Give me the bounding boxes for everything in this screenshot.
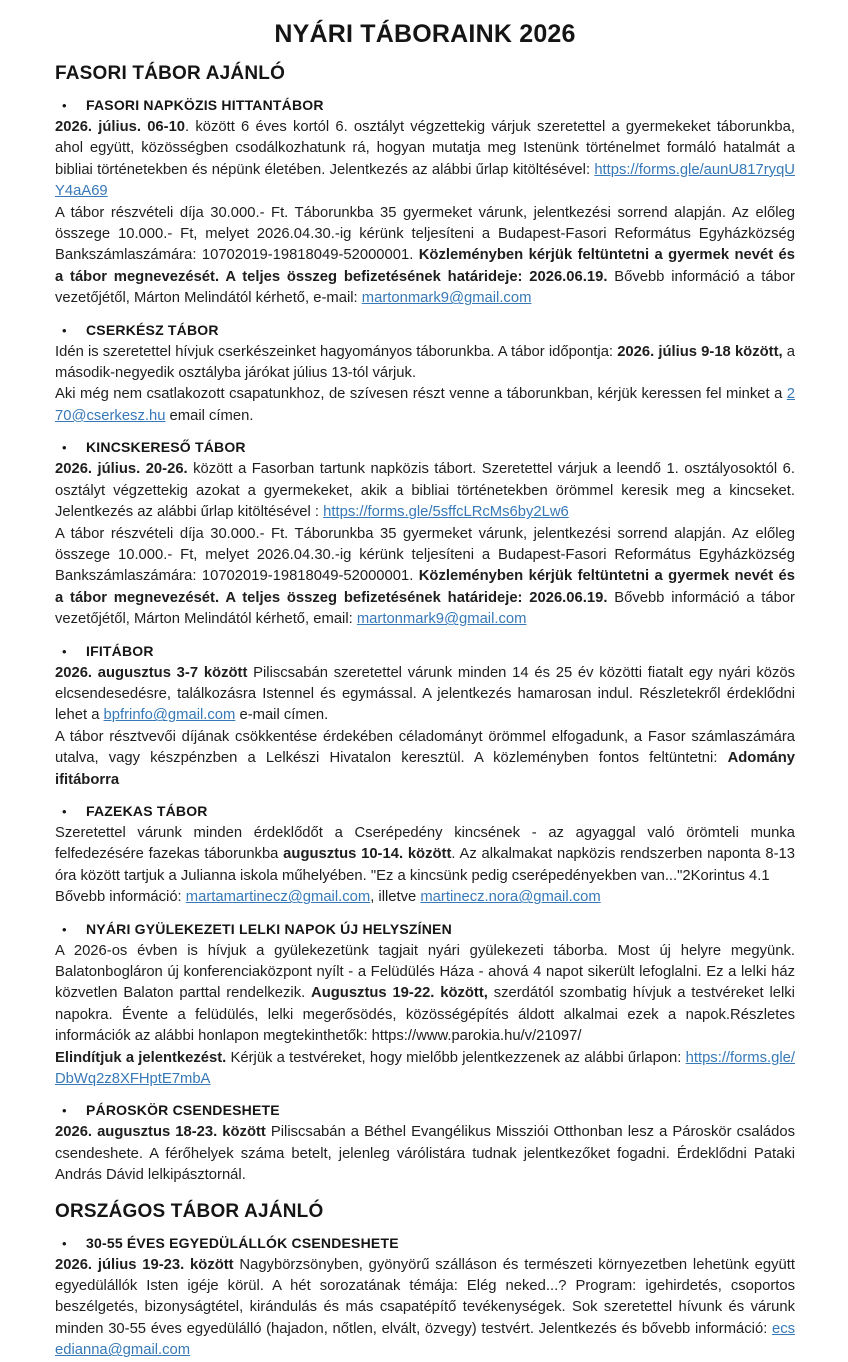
text-run: között a Fasorban tartunk napközis tábort. Szeretettel várjuk a leendő 1. osztályosoktól 6. osztályt végzettekig azokat a gyermekeket, akik a bibliai történetekben örömmel keresik meg a kincseket. Jelentkezés az alábbi űrlap kitöltésével : bbox=[55, 461, 795, 521]
item-heading-row bbox=[55, 1102, 795, 1118]
bullet-icon: • bbox=[62, 98, 67, 113]
item-heading-row bbox=[55, 643, 795, 659]
text-run: A 2026-os évben is hívjuk a gyülekezetünk tagjait nyári gyülekezeti táborba. Most új helyre megyünk. Balatonbogláron új konferenciaközpont nyílt - a Felüdülés Háza - ahová 4 napot sikerült lefoglalni. Ez a lelki ház közvetlen Balaton parttal rendelkezik. bbox=[55, 942, 795, 1002]
item-heading: CSERKÉSZ TÁBOR bbox=[86, 321, 219, 338]
item-heading-row bbox=[55, 803, 795, 819]
text-run: Nagybörzsönyben, gyönyörű szálláson és természeti környezetben lehetünk együtt egyedülállók Isten igéje körül. A hét sorozatának témája: Elég neked...? Program: igehirdetés, csoportos beszélgetés, bizonyságtétel, kirándulás és más csapatépítő tevékenységek. Sok szeretettel hívunk és várunk minden 30-55 éves egyedülálló (hajadon, nőtlen, elvált, özvegy) testvért. Jelentkezés és bővebb információ: bbox=[55, 1256, 795, 1337]
bold-text-run: 2026. augusztus 18-23. között bbox=[55, 1124, 266, 1141]
item-paragraphs bbox=[55, 1255, 795, 1362]
item-paragraphs bbox=[55, 117, 795, 310]
section bbox=[55, 1201, 795, 1362]
item-paragraphs bbox=[55, 342, 795, 428]
paragraph bbox=[55, 1255, 795, 1362]
hyperlink[interactable]: https://forms.gle/DbWq2z8XFHptE7mbA bbox=[55, 1049, 795, 1088]
camp-item bbox=[55, 643, 795, 791]
text-run: A tábor részvételi díja 30.000.- Ft. Táborunkba 35 gyermeket várunk, jelentkezési sorrend alapján. Az előleg összege 10.000.- Ft, melyet 2026.04.30.-ig kérünk teljesíteni a Budapest-Fasori Református Egyházközség Bankszámlaszámára: 10702019-19818049-52000001. bbox=[55, 525, 795, 585]
paragraph bbox=[55, 117, 795, 203]
bold-text-run: Augusztus 19-22. között, bbox=[311, 985, 488, 1002]
text-run: email címen. bbox=[165, 407, 254, 424]
text-run: A tábor részvételi díja 30.000.- Ft. Táborunkba 35 gyermeket várunk, jelentkezési sorrend alapján. Az előleg összege 10.000.- Ft, melyet 2026.04.30.-ig kérünk teljesíteni a Budapest-Fasori Református Egyházközség Bankszámlaszámára: 10702019-19818049-52000001. bbox=[55, 204, 795, 264]
item-heading-row bbox=[55, 439, 795, 455]
document-sections bbox=[55, 63, 795, 1362]
hyperlink[interactable]: https://forms.gle/5sffcLRcMs6by2Lw6 bbox=[323, 504, 569, 521]
item-heading-row bbox=[55, 322, 795, 338]
hyperlink[interactable]: https://forms.gle/aunU817ryqUY4aA69 bbox=[55, 161, 795, 200]
text-run: Bővebb információ a tábor vezetőjétől, Márton Melindától kérhető, e-mail: bbox=[55, 268, 795, 307]
text-run: Piliscsabán a Béthel Evangélikus Missziói Otthonban lesz a Pároskör családos csendeshete. A férőhelyek száma betelt, jelenleg várólistára tudnak jelentkezőket fogadni. Érdeklődni Pataki András Dávid lelkipásztornál. bbox=[55, 1124, 795, 1184]
item-heading-row bbox=[55, 97, 795, 113]
text-run: Bővebb információ: bbox=[55, 889, 186, 906]
bullet-icon: • bbox=[62, 1235, 67, 1251]
paragraph bbox=[55, 342, 795, 385]
camp-item bbox=[55, 921, 795, 1091]
item-heading: PÁROSKÖR CSENDESHETE bbox=[86, 1102, 280, 1119]
camp-item bbox=[55, 439, 795, 630]
camp-item bbox=[55, 803, 795, 909]
bold-text-run: Elindítjuk a jelentkezést. bbox=[55, 1049, 227, 1066]
hyperlink[interactable]: 270@cserkesz.hu bbox=[55, 386, 795, 424]
item-paragraphs bbox=[55, 823, 795, 909]
bullet-icon: • bbox=[62, 440, 67, 456]
camp-item bbox=[55, 1102, 795, 1186]
text-run: a második-negyedik osztályba járókat július 13-tól várjuk. bbox=[55, 343, 796, 382]
text-run: Szeretettel várunk minden érdeklődőt a Cserépedény kincsének - az agyaggal való örömteli munka felfedezésére fazekas táborunkba bbox=[55, 824, 795, 863]
item-heading: FASORI NAPKÖZIS HITTANTÁBOR bbox=[86, 97, 324, 113]
text-run: Piliscsabán szeretettel várunk minden 14 és 25 év közötti fiatalt egy nyári közös elcsendesedésre, találkozásra Istennel és egymással. A jelentkezés hamarosan indul. Részletekről érdeklődni lehet a bbox=[55, 664, 795, 724]
text-run: . között 6 éves kortól 6. osztályt végzettekig várjuk szeretettel a gyermekeket táborunkba, ahol együtt, közösségben csodálkozhatunk rá, hogyan mutatja meg Istenünk történelmet formáló hatalmát a bibliai történetekben és népünk életében. Jelentkezés az alábbi űrlap kitöltésével: bbox=[55, 119, 795, 178]
hyperlink[interactable]: ecsedianna@gmail.com bbox=[55, 1320, 795, 1359]
bold-text-run: 2026. július 9-18 között, bbox=[617, 343, 783, 360]
bold-text-run: Közleményben kérjük feltüntetni a gyermek nevét és a tábor megnevezését. A teljes összeg befizetésének határideje: 2026.06.19. bbox=[55, 247, 795, 285]
bold-text-run: Adomány ifitáborra bbox=[55, 750, 795, 788]
bullet-icon: • bbox=[62, 643, 67, 659]
item-heading: NYÁRI GYÜLEKEZETI LELKI NAPOK ÚJ HELYSZÍNEN bbox=[86, 920, 452, 937]
bullet-icon: • bbox=[62, 322, 67, 338]
paragraph bbox=[55, 203, 795, 310]
hyperlink[interactable]: martinecz.nora@gmail.com bbox=[420, 889, 601, 906]
text-run: , illetve bbox=[370, 889, 421, 906]
section-heading: ORSZÁGOS TÁBOR AJÁNLÓ bbox=[55, 1200, 324, 1222]
text-run: szerdától szombatig hívjuk a testvéreket lelki napokra. Évente a felüdülés, lelki megerősödés, közösségépítés áldott alkalmai ezek a napok.Részletes információk az alábbi honlapon megtekinthetők: https://www.parokia.hu/v/21097/ bbox=[55, 985, 795, 1045]
paragraph bbox=[55, 1122, 795, 1186]
paragraph bbox=[55, 941, 795, 1048]
bold-text-run: augusztus 10-14. között bbox=[283, 846, 452, 863]
paragraph bbox=[55, 663, 795, 727]
hyperlink[interactable]: bpfrinfo@gmail.com bbox=[103, 707, 236, 724]
item-paragraphs bbox=[55, 459, 795, 630]
item-heading-row bbox=[55, 921, 795, 937]
text-run: . Az alkalmakat napközis rendszerben naponta 8-13 óra között tartjuk a Julianna iskola műhelyében. "Ez a kincsünk pedig cserépedényekben van..."2Korintus 4.1 bbox=[55, 846, 796, 884]
item-heading-row bbox=[55, 1235, 795, 1251]
paragraph bbox=[55, 887, 795, 908]
hyperlink[interactable]: martamartinecz@gmail.com bbox=[185, 889, 371, 906]
bold-text-run: 2026. július. 06-10 bbox=[55, 119, 186, 135]
section-items bbox=[55, 1235, 795, 1362]
bullet-icon: • bbox=[62, 921, 67, 937]
text-run: Aki még nem csatlakozott csapatunkhoz, de szívesen részt venne a táborunkban, kérjük keressen fel minket a bbox=[55, 386, 787, 403]
bold-text-run: 2026. július. 20-26. bbox=[55, 461, 188, 478]
section bbox=[55, 63, 795, 1187]
item-paragraphs bbox=[55, 941, 795, 1091]
paragraph bbox=[55, 459, 795, 523]
text-run: A tábor résztvevői díjának csökkentése érdekében céladományt örömmel elfogadunk, a Fasor számlaszámára utalva, vagy készpénzben a Lelkészi Hivatalon keresztül. A közleményben fontos feltüntetni: bbox=[55, 728, 795, 767]
text-run: Kérjük a testvéreket, hogy mielőbb jelentkezzenek az alábbi űrlapon: bbox=[226, 1049, 686, 1066]
bullet-icon: • bbox=[62, 1103, 67, 1119]
paragraph bbox=[55, 384, 795, 427]
paragraph bbox=[55, 524, 795, 631]
camp-item bbox=[55, 1235, 795, 1362]
item-heading: 30-55 ÉVES EGYEDÜLÁLLÓK CSENDESHETE bbox=[86, 1234, 399, 1251]
item-heading: FAZEKAS TÁBOR bbox=[86, 802, 208, 819]
bold-text-run: 2026. augusztus 3-7 között bbox=[55, 664, 248, 681]
paragraph bbox=[55, 1048, 795, 1091]
section-heading: FASORI TÁBOR AJÁNLÓ bbox=[55, 63, 286, 84]
bold-text-run: 2026. július 19-23. között bbox=[55, 1256, 234, 1273]
document-title: NYÁRI TÁBORAINK 2026 bbox=[274, 20, 576, 48]
text-run: Idén is szeretettel hívjuk cserkészeinket hagyományos táborunkba. A tábor időpontja: bbox=[55, 343, 618, 360]
item-heading: KINCSKERESŐ TÁBOR bbox=[86, 439, 246, 456]
item-paragraphs bbox=[55, 1122, 795, 1186]
paragraph bbox=[55, 823, 795, 887]
bold-text-run: Közleményben kérjük feltüntetni a gyermek nevét és a tábor megnevezését. A teljes összeg befizetésének határideje: 2026.06.19. bbox=[55, 568, 795, 606]
text-run: Bővebb információ a tábor vezetőjétől, Márton Melindától kérhető, email: bbox=[55, 589, 795, 628]
camp-item bbox=[55, 97, 795, 310]
text-run: e-mail címen. bbox=[235, 707, 329, 724]
hyperlink[interactable]: martonmark9@gmail.com bbox=[361, 290, 532, 307]
hyperlink[interactable]: martonmark9@gmail.com bbox=[356, 611, 527, 628]
bullet-icon: • bbox=[62, 803, 67, 819]
section-items bbox=[55, 97, 795, 1187]
item-paragraphs bbox=[55, 663, 795, 791]
item-heading: IFITÁBOR bbox=[86, 642, 154, 659]
camp-item bbox=[55, 322, 795, 428]
paragraph bbox=[55, 727, 795, 791]
